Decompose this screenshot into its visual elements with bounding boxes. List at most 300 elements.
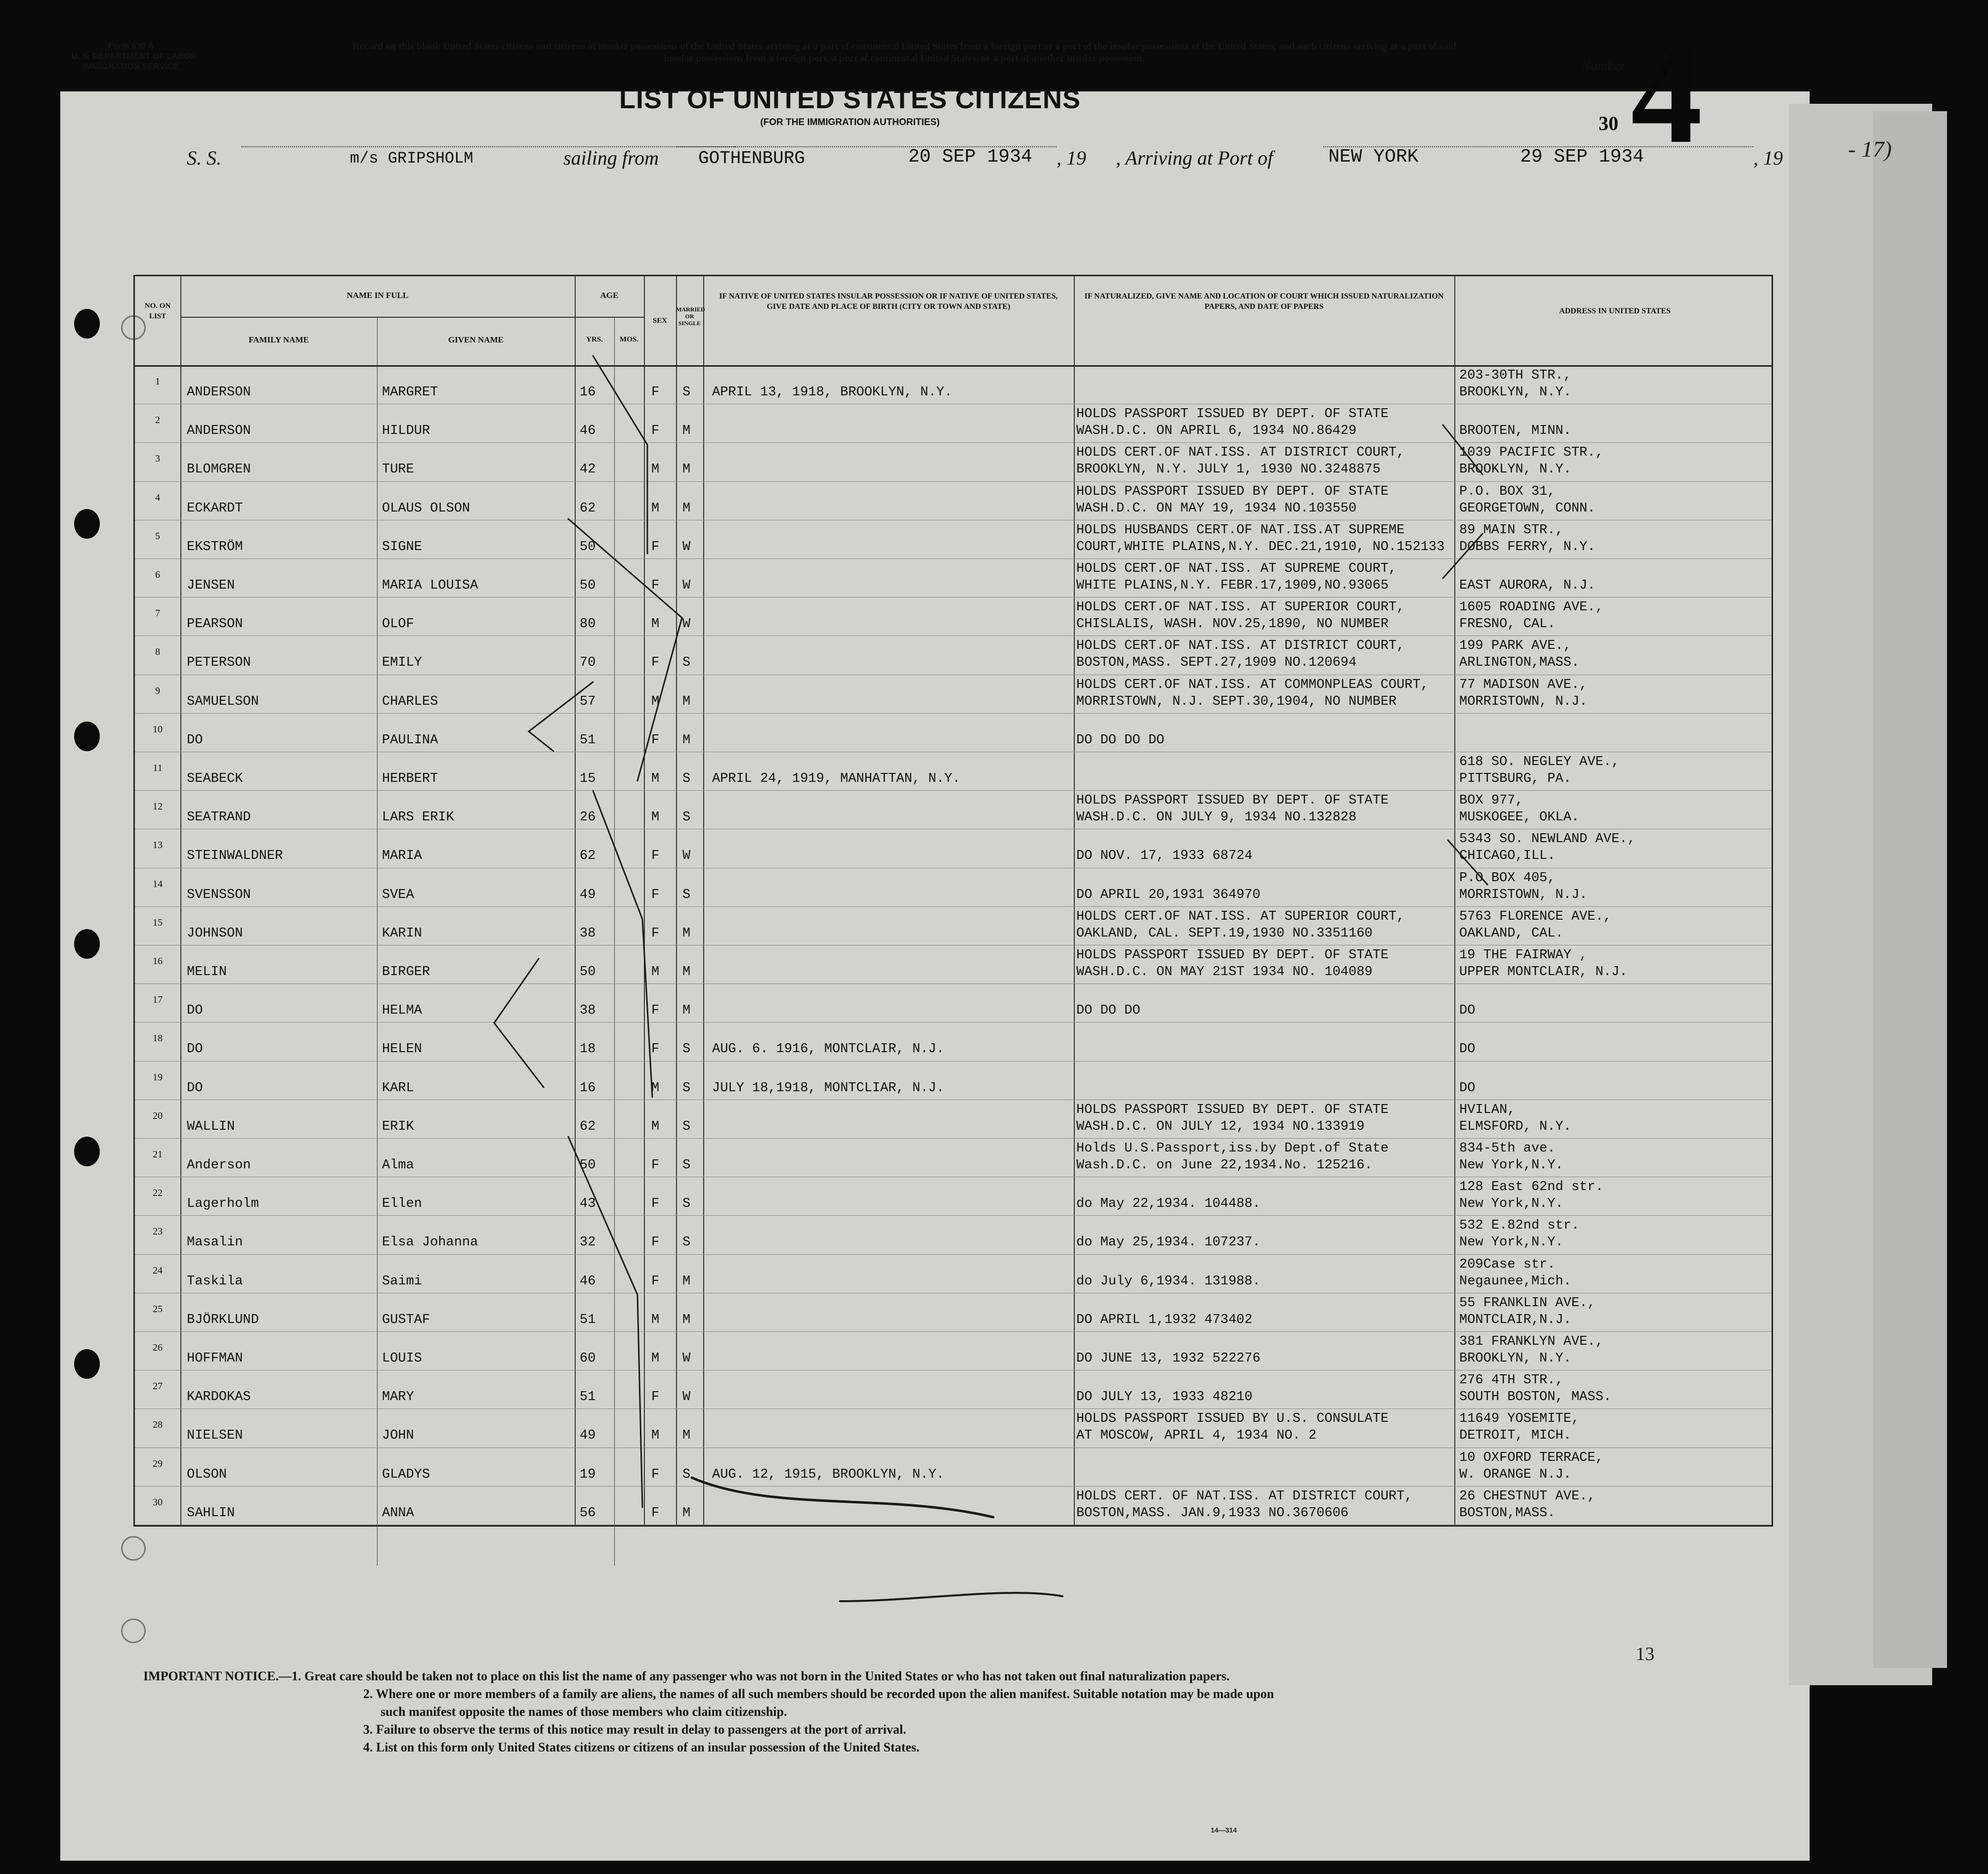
cell-family: ECKARDT: [187, 501, 243, 516]
cell-given: Alma: [382, 1158, 414, 1173]
cell-nat2: DO JULY 13, 1933 48210: [1076, 1390, 1253, 1405]
cell-ms: M: [682, 1312, 691, 1327]
cell-family: EKSTRÖM: [187, 539, 243, 554]
cell-sex: M: [651, 694, 660, 709]
row-number: 14: [153, 878, 163, 890]
bracket-mark: [529, 682, 596, 751]
arrival-port: NEW YORK: [1328, 146, 1419, 168]
cell-age: 51: [580, 1390, 596, 1405]
cell-family: SEABECK: [187, 771, 243, 786]
cell-sex: F: [651, 1235, 660, 1250]
notice-item-4: 4. List on this form only United States citizens or citizens of an insular possession of the United States.: [363, 1740, 920, 1754]
cell-sex: M: [651, 1428, 660, 1444]
cell-nat2: DO NOV. 17, 1933 68724: [1076, 849, 1253, 864]
cell-sex: M: [651, 1080, 660, 1096]
cell-family: HOFFMAN: [187, 1351, 243, 1366]
departure-date: 20 SEP 1934: [908, 146, 1032, 168]
cell-age: 50: [580, 539, 596, 554]
header-name-in-full: NAME IN FULL: [346, 291, 409, 300]
cell-given: CHARLES: [382, 694, 438, 709]
bracket-mark: [494, 959, 544, 1087]
cell-addr2: MORRISTOWN, N.J.: [1459, 887, 1588, 902]
cell-addr1: 834-5th ave.: [1459, 1141, 1556, 1156]
cell-addr1: P.O BOX 405,: [1459, 870, 1556, 886]
cell-given: JOHN: [382, 1428, 414, 1444]
cell-family: Lagerholm: [187, 1196, 259, 1212]
cell-addr2: BROOKLYN, N.Y.: [1459, 462, 1571, 477]
cell-addr2: ARLINGTON,MASS.: [1459, 655, 1580, 671]
cell-given: HILDUR: [382, 424, 430, 439]
cell-nat2: OAKLAND, CAL. SEPT.19,1930 NO.3351160: [1076, 926, 1373, 941]
cell-nat2: WASH.D.C. ON JULY 9, 1934 NO.132828: [1076, 810, 1357, 825]
cell-addr1: 5343 SO. NEWLAND AVE.,: [1459, 832, 1636, 847]
cell-addr1: 618 SO. NEGLEY AVE.,: [1459, 755, 1620, 769]
cell-addr2: BROOKLYN, N.Y.: [1459, 1351, 1571, 1366]
cell-family: Masalin: [187, 1235, 243, 1250]
cell-ms: W: [682, 849, 691, 864]
cell-given: HERBERT: [382, 771, 438, 786]
cell-nat1: HOLDS CERT. OF NAT.ISS. AT DISTRICT COURT,: [1076, 1489, 1413, 1504]
row-number: 10: [153, 724, 163, 735]
cell-family: SVENSSON: [187, 887, 251, 902]
cell-age: 49: [580, 887, 596, 902]
cell-nat1: HOLDS CERT.OF NAT.ISS. AT COMMONPLEAS COURT,: [1076, 677, 1429, 692]
cell-addr2: BROOTEN, MINN.: [1459, 424, 1571, 439]
cell-addr2: DETROIT, MICH.: [1459, 1428, 1571, 1444]
row-number: 9: [155, 685, 160, 696]
cell-nat1: HOLDS CERT.OF NAT.ISS. AT SUPERIOR COURT,: [1076, 600, 1405, 615]
cell-addr1: 77 MADISON AVE.,: [1459, 677, 1588, 692]
cell-sex: M: [651, 1312, 660, 1327]
print-code: 14—314: [1211, 1826, 1237, 1834]
cell-family: DO: [187, 1042, 203, 1057]
cell-given: PAULINA: [382, 732, 438, 748]
service-name: IMMIGRATION SERVICE: [83, 62, 179, 71]
cell-addr1: 199 PARK AVE.,: [1459, 639, 1571, 654]
cell-addr2: DOBBS FERRY, N.Y.: [1459, 539, 1596, 554]
cell-family: DO: [187, 732, 203, 748]
cell-given: Elsa Johanna: [382, 1235, 478, 1250]
cell-addr2: BOSTON,MASS.: [1459, 1505, 1556, 1521]
cell-sex: F: [651, 1196, 660, 1212]
cell-age: 16: [580, 1080, 596, 1096]
cell-age: 38: [580, 1003, 596, 1019]
cell-addr1: 10 OXFORD TERRACE,: [1459, 1450, 1604, 1465]
cell-addr1: 11649 YOSEMITE,: [1459, 1411, 1580, 1427]
cell-family: PETERSON: [187, 655, 251, 671]
cell-nat2: DO APRIL 1,1932 473402: [1076, 1312, 1253, 1327]
cell-sex: M: [651, 1351, 660, 1366]
cell-birth: AUG. 6. 1916, MONTCLAIR, N.J.: [712, 1042, 944, 1057]
cell-given: ANNA: [382, 1505, 414, 1521]
row-number: 18: [153, 1033, 163, 1044]
ship-name: m/s GRIPSHOLM: [350, 149, 473, 168]
cell-sex: F: [651, 385, 660, 400]
cell-addr1: 381 FRANKLYN AVE.,: [1459, 1334, 1604, 1349]
row-number: 6: [155, 569, 160, 580]
cell-addr1: 89 MAIN STR.,: [1459, 522, 1564, 538]
cell-family: OLSON: [187, 1467, 227, 1482]
year-label-1: , 19: [1057, 147, 1086, 169]
cell-ms: W: [682, 1351, 691, 1366]
cell-family: Taskila: [187, 1274, 243, 1289]
cell-nat1: HOLDS PASSPORT ISSUED BY DEPT. OF STATE: [1076, 793, 1389, 809]
notice-item-2b: such manifest opposite the names of those members who claim citizenship.: [381, 1704, 787, 1719]
cell-nat2: DO DO DO: [1076, 1003, 1141, 1019]
cell-nat2: WASH.D.C. ON APRIL 6, 1934 NO.86429: [1076, 424, 1357, 439]
cell-age: 62: [580, 849, 596, 864]
cell-addr2: New York,N.Y.: [1459, 1196, 1564, 1212]
cell-age: 62: [580, 501, 596, 516]
cell-family: SAHLIN: [187, 1505, 235, 1521]
row-number: 22: [153, 1188, 163, 1199]
cell-nat1: Holds U.S.Passport,iss.by Dept.of State: [1076, 1141, 1389, 1156]
cell-ms: W: [682, 1390, 691, 1405]
row-number: 25: [153, 1303, 163, 1315]
cell-age: 51: [580, 732, 596, 748]
cell-sex: F: [651, 1390, 660, 1405]
cell-age: 18: [580, 1042, 596, 1057]
cell-nat2: WASH.D.C. ON MAY 21ST 1934 NO. 104089: [1076, 965, 1373, 980]
cell-sex: F: [651, 578, 660, 593]
cell-nat2: do July 6,1934. 131988.: [1076, 1274, 1261, 1289]
cell-given: GLADYS: [382, 1467, 430, 1482]
check-mark-column: [568, 356, 682, 1507]
header-list-number: NO. ON LIST: [144, 302, 171, 320]
cell-sex: F: [651, 1467, 660, 1482]
row-number: 13: [153, 840, 163, 851]
cell-ms: S: [682, 655, 691, 671]
ss-label: S. S.: [187, 147, 221, 169]
cell-addr2: MUSKOGEE, OKLA.: [1459, 810, 1580, 825]
cell-family: MELIN: [187, 965, 227, 980]
cell-nat2: WASH.D.C. ON JULY 12, 1934 NO.133919: [1076, 1119, 1365, 1134]
sailing-label: sailing from: [563, 147, 659, 169]
header-family-name: FAMILY NAME: [249, 335, 309, 344]
row-number: 4: [155, 492, 160, 503]
cell-ms: M: [682, 462, 691, 477]
cell-ms: S: [682, 385, 691, 400]
cell-nat1: HOLDS PASSPORT ISSUED BY DEPT. OF STATE: [1076, 948, 1389, 963]
cell-given: BIRGER: [382, 965, 430, 980]
cell-sex: M: [651, 810, 660, 825]
cell-age: 43: [580, 1196, 596, 1212]
cell-addr2: ELMSFORD, N.Y.: [1459, 1119, 1571, 1134]
cell-nat2: DO JUNE 13, 1932 522276: [1076, 1351, 1261, 1366]
number-label: Number: [1581, 58, 1626, 74]
cell-addr2: MORRISTOWN, N.J.: [1459, 694, 1588, 709]
header-given-name: GIVEN NAME: [448, 335, 504, 344]
cell-addr2: MONTCLAIR,N.J.: [1459, 1312, 1571, 1327]
cell-given: GUSTAF: [382, 1312, 430, 1327]
cell-ms: M: [682, 1003, 691, 1019]
cell-given: Saimi: [382, 1274, 423, 1289]
cell-addr1: 19 THE FAIRWAY ,: [1459, 948, 1588, 963]
cell-sex: M: [651, 771, 660, 786]
notice-item-2a: 2. Where one or more members of a family are aliens, the names of all such members should be recorded upon the alien manifest. Suitable notation may be made upon: [363, 1687, 1274, 1701]
page-subtitle: (FOR THE IMMIGRATION AUTHORITIES): [760, 117, 940, 128]
cell-age: 15: [580, 771, 596, 786]
cell-family: JENSEN: [187, 578, 235, 593]
cell-addr1: 128 East 62nd str.: [1459, 1180, 1604, 1195]
cell-nat1: HOLDS HUSBANDS CERT.OF NAT.ISS.AT SUPREME: [1076, 522, 1405, 538]
row-number: 3: [155, 453, 160, 465]
cell-addr2: DO: [1459, 1042, 1476, 1057]
department-name: U. S. DEPARTMENT OF LABOR: [72, 51, 197, 61]
cell-nat2: BOSTON,MASS. JAN.9,1933 NO.3670606: [1076, 1505, 1349, 1521]
cell-ms: S: [682, 1119, 691, 1134]
row-number: 26: [153, 1342, 163, 1353]
row-number: 1: [155, 376, 160, 387]
cell-addr2: OAKLAND, CAL.: [1459, 926, 1564, 941]
arriving-label: , Arriving at Port of: [1116, 147, 1273, 169]
cell-addr2: New York,N.Y.: [1459, 1235, 1564, 1250]
cell-addr1: 532 E.82nd str.: [1459, 1218, 1580, 1234]
cell-addr1: BOX 977,: [1459, 793, 1523, 809]
cell-nat1: HOLDS CERT.OF NAT.ISS. AT DISTRICT COURT,: [1076, 445, 1405, 461]
cell-addr2: W. ORANGE N.J.: [1459, 1467, 1571, 1482]
cell-age: 51: [580, 1312, 596, 1327]
cell-addr2: New York,N.Y.: [1459, 1158, 1564, 1173]
tick-marks: [1443, 425, 1487, 885]
year-label-2: , 19: [1753, 147, 1783, 169]
cell-age: 26: [580, 810, 596, 825]
cell-given: OLAUS OLSON: [382, 501, 470, 516]
header-age: AGE: [600, 291, 619, 300]
row-number: 8: [155, 646, 160, 658]
cell-given: MARY: [382, 1390, 414, 1405]
cell-family: ANDERSON: [187, 424, 251, 439]
cell-age: 60: [580, 1351, 596, 1366]
cell-addr2: EAST AURORA, N.J.: [1459, 578, 1596, 593]
cell-addr1: 55 FRANKLIN AVE.,: [1459, 1295, 1596, 1311]
cell-family: ANDERSON: [187, 385, 251, 400]
cell-nat2: do May 25,1934. 107237.: [1076, 1235, 1261, 1250]
arrival-date: 29 SEP 1934: [1520, 146, 1644, 168]
cell-ms: M: [682, 965, 691, 980]
cell-family: DO: [187, 1080, 203, 1096]
cell-addr2: FRESNO, CAL.: [1459, 617, 1556, 632]
row-number: 24: [153, 1265, 163, 1276]
cell-sex: F: [651, 1274, 660, 1289]
cell-addr1: P.O. BOX 31,: [1459, 484, 1556, 499]
cell-ms: M: [682, 1274, 691, 1289]
cell-ms: S: [682, 1467, 691, 1482]
cell-nat2: DO APRIL 20,1931 364970: [1076, 887, 1261, 902]
cell-sex: M: [651, 1119, 660, 1134]
cell-sex: F: [651, 424, 660, 439]
row-number: 16: [153, 956, 163, 967]
cell-given: KARIN: [382, 926, 423, 941]
cell-given: MARIA LOUISA: [382, 578, 478, 593]
cell-age: 70: [580, 655, 596, 671]
cell-family: PEARSON: [187, 617, 243, 632]
row-number: 29: [153, 1458, 163, 1469]
header-naturalization: IF NATURALIZED, GIVE NAME AND LOCATION OF COURT WHICH ISSUED NATURALIZATION PAPERS, AND DATE OF PAPERS: [1084, 292, 1444, 311]
cell-age: 38: [580, 926, 596, 941]
cell-nat2: MORRISTOWN, N.J. SEPT.30,1904, NO NUMBER: [1076, 694, 1397, 709]
cell-nat2: WASH.D.C. ON MAY 19, 1934 NO.103550: [1076, 501, 1357, 516]
list-number: 4: [1631, 14, 1702, 173]
cell-birth: JULY 18,1918, MONTCLIAR, N.J.: [712, 1080, 944, 1096]
cell-given: Ellen: [382, 1196, 423, 1212]
cell-ms: S: [682, 887, 691, 902]
cell-sex: M: [651, 462, 660, 477]
cell-age: 56: [580, 1505, 596, 1521]
cell-sex: M: [651, 501, 660, 516]
cell-nat2: DO DO DO DO: [1076, 732, 1165, 748]
cell-sex: F: [651, 539, 660, 554]
cell-nat2: COURT,WHITE PLAINS,N.Y. DEC.21,1910, NO.152133: [1076, 539, 1445, 554]
cell-birth: APRIL 24, 1919, MANHATTAN, N.Y.: [712, 771, 961, 786]
cell-sex: F: [651, 655, 660, 671]
cell-age: 46: [580, 1274, 596, 1289]
cell-age: 32: [580, 1235, 596, 1250]
cell-age: 62: [580, 1119, 596, 1134]
row-number: 30: [153, 1496, 163, 1508]
cell-nat1: HOLDS PASSPORT ISSUED BY DEPT. OF STATE: [1076, 407, 1389, 422]
cell-ms: S: [682, 1042, 691, 1057]
cell-family: SAMUELSON: [187, 694, 259, 709]
cell-sex: F: [651, 926, 660, 941]
cell-nat2: WHITE PLAINS,N.Y. FEBR.17,1909,NO.93065: [1076, 578, 1389, 593]
cell-addr2: BROOKLYN, N.Y.: [1459, 385, 1571, 400]
cell-given: OLOF: [382, 617, 414, 632]
cell-age: 49: [580, 1428, 596, 1444]
cell-nat2: do May 22,1934. 104488.: [1076, 1196, 1261, 1212]
cell-sex: F: [651, 1158, 660, 1173]
notice-lead: IMPORTANT NOTICE.: [143, 1669, 279, 1683]
cell-given: HELEN: [382, 1042, 423, 1057]
cell-nat1: HOLDS CERT.OF NAT.ISS. AT SUPERIOR COURT,: [1076, 909, 1405, 924]
form-number: Form 630 A: [108, 41, 154, 50]
cell-given: KARL: [382, 1080, 414, 1096]
cell-addr1: 276 4TH STR.,: [1459, 1373, 1564, 1388]
row-number: 15: [153, 917, 163, 928]
row-number: 11: [153, 763, 163, 773]
cell-family: NIELSEN: [187, 1428, 243, 1444]
cell-ms: M: [682, 732, 691, 748]
cell-addr1: 1605 ROADING AVE.,: [1459, 600, 1604, 615]
cell-given: TURE: [382, 462, 414, 477]
cell-family: Anderson: [187, 1158, 251, 1173]
cell-addr1: 5763 FLORENCE AVE.,: [1459, 909, 1611, 924]
page-number: 30: [1599, 112, 1618, 134]
cell-nat2: CHISLALIS, WASH. NOV.25,1890, NO NUMBER: [1076, 617, 1389, 632]
cell-age: 46: [580, 424, 596, 439]
cell-sex: M: [651, 965, 660, 980]
cell-nat1: HOLDS CERT.OF NAT.ISS. AT SUPREME COURT,: [1076, 561, 1397, 576]
cell-ms: S: [682, 1080, 691, 1096]
row-number: 23: [153, 1226, 163, 1237]
cell-birth: APRIL 13, 1918, BROOKLYN, N.Y.: [712, 385, 953, 400]
cell-ms: M: [682, 926, 691, 941]
cell-nat1: HOLDS PASSPORT ISSUED BY DEPT. OF STATE: [1076, 484, 1389, 499]
row-number: 21: [153, 1149, 163, 1160]
notice-item-3: 3. Failure to observe the terms of this notice may result in delay to passengers at the port of arrival.: [363, 1722, 906, 1737]
cell-given: SIGNE: [382, 539, 423, 554]
cell-age: 57: [580, 694, 596, 709]
cell-given: MARIA: [382, 849, 423, 864]
row-number: 19: [153, 1071, 163, 1083]
cell-sex: M: [651, 617, 660, 632]
cell-ms: W: [682, 578, 691, 593]
header-months: MOS.: [620, 336, 638, 343]
cell-family: BJÖRKLUND: [187, 1312, 259, 1327]
corner-note: - 17): [1848, 136, 1892, 162]
cell-family: STEINWALDNER: [187, 849, 283, 864]
inspector-signature: [692, 1478, 993, 1517]
notice-item-1: —1. Great care should be taken not to place on this list the name of any passenger who was not born in the United States or who has not taken out final naturalization papers.: [279, 1669, 1230, 1683]
cell-sex: F: [651, 1505, 660, 1521]
cell-nat1: HOLDS PASSPORT ISSUED BY U.S. CONSULATE: [1076, 1411, 1389, 1427]
cell-given: LOUIS: [382, 1351, 423, 1366]
cell-addr2: DO: [1459, 1080, 1476, 1096]
cell-ms: M: [682, 1505, 691, 1521]
cell-nat2: BROOKLYN, N.Y. JULY 1, 1930 NO.3248875: [1076, 462, 1381, 477]
cell-family: JOHNSON: [187, 926, 243, 941]
cell-nat1: HOLDS PASSPORT ISSUED BY DEPT. OF STATE: [1076, 1102, 1389, 1117]
cell-addr2: PITTSBURG, PA.: [1459, 771, 1571, 786]
cell-family: WALLIN: [187, 1119, 235, 1134]
cell-given: HELMA: [382, 1003, 423, 1019]
row-number: 28: [153, 1419, 163, 1431]
cell-sex: F: [651, 849, 660, 864]
cell-given: EMILY: [382, 655, 423, 671]
row-number: 20: [153, 1110, 163, 1121]
cell-age: 50: [580, 965, 596, 980]
cell-sex: F: [651, 732, 660, 748]
cell-given: ERIK: [382, 1119, 414, 1134]
cell-family: DO: [187, 1003, 203, 1019]
record-instructions: Record on this blank United States citizens and citizens of insular possessions of the United States arriving at a port of continental United States from a foreign port or a port of the insular possessions of the United States, and such citizens arriving at a port of said insular possessions from a foreign port, a port of continental United States, or a port of another insular possession.: [352, 41, 1456, 64]
cell-ms: W: [682, 617, 691, 632]
cell-age: 50: [580, 1158, 596, 1173]
cell-ms: S: [682, 1235, 691, 1250]
cell-addr2: Negaunee,Mich.: [1459, 1274, 1571, 1289]
cell-addr1: 26 CHESTNUT AVE.,: [1459, 1489, 1596, 1504]
header-birth: IF NATIVE OF UNITED STATES INSULAR POSSESSION OR IF NATIVE OF UNITED STATES, GIVE DATE AND PLACE OF BIRTH (CITY OR TOWN AND STATE): [719, 292, 1058, 311]
cell-age: 16: [580, 385, 596, 400]
cell-addr1: 1039 PACIFIC STR.,: [1459, 445, 1604, 461]
cell-nat2: Wash.D.C. on June 22,1934.No. 125216.: [1076, 1158, 1373, 1173]
header-years: YRS.: [586, 336, 603, 343]
cell-sex: F: [651, 887, 660, 902]
cell-sex: F: [651, 1003, 660, 1019]
cell-given: LARS ERIK: [382, 810, 454, 825]
cell-ms: W: [682, 539, 691, 554]
cell-ms: M: [682, 694, 691, 709]
cell-addr2: UPPER MONTCLAIR, N.J.: [1459, 965, 1628, 980]
cell-ms: S: [682, 1158, 691, 1173]
cell-ms: M: [682, 1428, 691, 1444]
cell-age: 80: [580, 617, 596, 632]
cell-nat2: BOSTON,MASS. SEPT.27,1909 NO.120694: [1076, 655, 1357, 671]
row-number: 12: [153, 801, 163, 812]
row-number: 17: [153, 994, 163, 1006]
cell-family: BLOMGREN: [187, 462, 251, 477]
cell-ms: S: [682, 810, 691, 825]
cell-ms: S: [682, 771, 691, 786]
header-married-single: MARRIED OR SINGLE: [676, 306, 705, 327]
header-sex: SEX: [652, 317, 668, 325]
row-number: 2: [155, 415, 160, 426]
cell-given: MARGRET: [382, 385, 438, 400]
row-number: 5: [155, 530, 160, 542]
cell-addr2: SOUTH BOSTON, MASS.: [1459, 1390, 1611, 1405]
cell-nat2: AT MOSCOW, APRIL 4, 1934 NO. 2: [1076, 1428, 1317, 1444]
cell-addr1: HVILAN,: [1459, 1102, 1516, 1117]
